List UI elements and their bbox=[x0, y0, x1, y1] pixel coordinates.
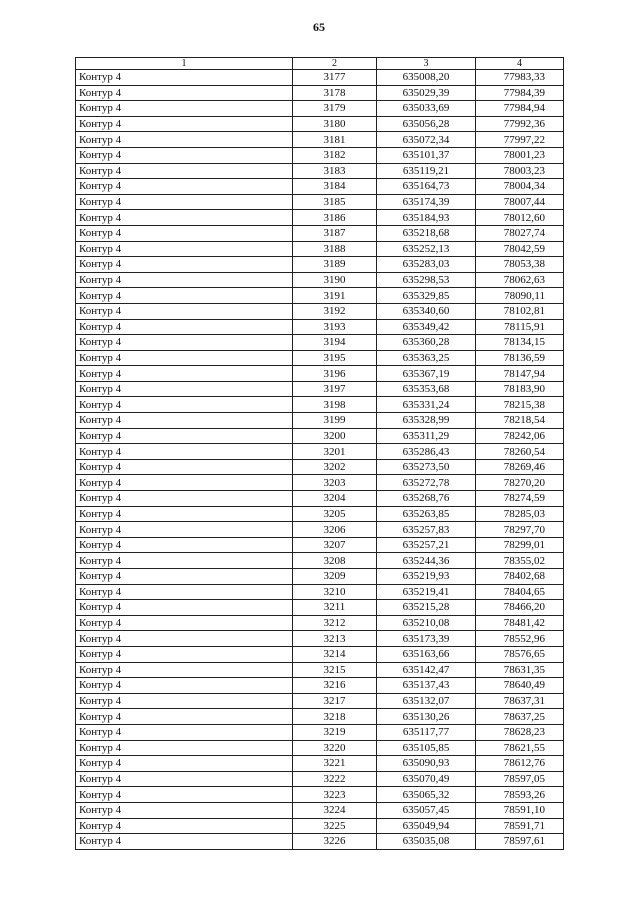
y-coordinate-cell: 78004,34 bbox=[476, 179, 564, 195]
x-coordinate-cell: 635263,85 bbox=[377, 506, 476, 522]
contour-name-cell: Контур 4 bbox=[76, 522, 293, 538]
x-coordinate-cell: 635072,34 bbox=[377, 132, 476, 148]
table-row bbox=[76, 70, 564, 86]
table-row bbox=[76, 662, 564, 678]
x-coordinate-cell: 635218,68 bbox=[377, 225, 476, 241]
x-coordinate-cell: 635210,08 bbox=[377, 615, 476, 631]
point-number-cell: 3220 bbox=[293, 740, 377, 756]
table-row bbox=[76, 537, 564, 553]
x-coordinate-cell: 635105,85 bbox=[377, 740, 476, 756]
point-number-cell: 3190 bbox=[293, 272, 377, 288]
column-header: 2 bbox=[293, 58, 377, 70]
contour-name-cell: Контур 4 bbox=[76, 85, 293, 101]
contour-name-cell: Контур 4 bbox=[76, 771, 293, 787]
y-coordinate-cell: 78481,42 bbox=[476, 615, 564, 631]
y-coordinate-cell: 77992,36 bbox=[476, 116, 564, 132]
x-coordinate-cell: 635349,42 bbox=[377, 319, 476, 335]
table-row bbox=[76, 225, 564, 241]
y-coordinate-cell: 78404,65 bbox=[476, 584, 564, 600]
y-coordinate-cell: 78183,90 bbox=[476, 381, 564, 397]
contour-name-cell: Контур 4 bbox=[76, 615, 293, 631]
x-coordinate-cell: 635056,28 bbox=[377, 116, 476, 132]
column-header: 4 bbox=[476, 58, 564, 70]
y-coordinate-cell: 78007,44 bbox=[476, 194, 564, 210]
y-coordinate-cell: 78115,91 bbox=[476, 319, 564, 335]
contour-name-cell: Контур 4 bbox=[76, 163, 293, 179]
contour-name-cell: Контур 4 bbox=[76, 179, 293, 195]
contour-name-cell: Контур 4 bbox=[76, 132, 293, 148]
point-number-cell: 3211 bbox=[293, 600, 377, 616]
contour-name-cell: Контур 4 bbox=[76, 397, 293, 413]
x-coordinate-cell: 635173,39 bbox=[377, 631, 476, 647]
y-coordinate-cell: 78042,59 bbox=[476, 241, 564, 257]
point-number-cell: 3187 bbox=[293, 225, 377, 241]
table-row bbox=[76, 724, 564, 740]
table-row bbox=[76, 241, 564, 257]
x-coordinate-cell: 635070,49 bbox=[377, 771, 476, 787]
x-coordinate-cell: 635184,93 bbox=[377, 210, 476, 226]
x-coordinate-cell: 635363,25 bbox=[377, 350, 476, 366]
contour-name-cell: Контур 4 bbox=[76, 147, 293, 163]
y-coordinate-cell: 78297,70 bbox=[476, 522, 564, 538]
point-number-cell: 3179 bbox=[293, 101, 377, 117]
y-coordinate-cell: 78242,06 bbox=[476, 428, 564, 444]
contour-name-cell: Контур 4 bbox=[76, 366, 293, 382]
table-row bbox=[76, 319, 564, 335]
point-number-cell: 3188 bbox=[293, 241, 377, 257]
x-coordinate-cell: 635329,85 bbox=[377, 288, 476, 304]
contour-name-cell: Контур 4 bbox=[76, 335, 293, 351]
y-coordinate-cell: 78215,38 bbox=[476, 397, 564, 413]
point-number-cell: 3219 bbox=[293, 724, 377, 740]
x-coordinate-cell: 635049,94 bbox=[377, 818, 476, 834]
point-number-cell: 3215 bbox=[293, 662, 377, 678]
table-row bbox=[76, 413, 564, 429]
contour-name-cell: Контур 4 bbox=[76, 600, 293, 616]
table-row bbox=[76, 381, 564, 397]
contour-name-cell: Контур 4 bbox=[76, 584, 293, 600]
y-coordinate-cell: 78012,60 bbox=[476, 210, 564, 226]
y-coordinate-cell: 77984,94 bbox=[476, 101, 564, 117]
contour-name-cell: Контур 4 bbox=[76, 569, 293, 585]
x-coordinate-cell: 635283,03 bbox=[377, 257, 476, 273]
x-coordinate-cell: 635215,28 bbox=[377, 600, 476, 616]
point-number-cell: 3186 bbox=[293, 210, 377, 226]
contour-name-cell: Контур 4 bbox=[76, 288, 293, 304]
point-number-cell: 3185 bbox=[293, 194, 377, 210]
contour-name-cell: Контур 4 bbox=[76, 491, 293, 507]
y-coordinate-cell: 78134,15 bbox=[476, 335, 564, 351]
x-coordinate-cell: 635137,43 bbox=[377, 678, 476, 694]
point-number-cell: 3201 bbox=[293, 444, 377, 460]
x-coordinate-cell: 635119,21 bbox=[377, 163, 476, 179]
column-header: 1 bbox=[76, 58, 293, 70]
contour-name-cell: Контур 4 bbox=[76, 350, 293, 366]
point-number-cell: 3177 bbox=[293, 70, 377, 86]
contour-name-cell: Контур 4 bbox=[76, 116, 293, 132]
point-number-cell: 3216 bbox=[293, 678, 377, 694]
point-number-cell: 3189 bbox=[293, 257, 377, 273]
point-number-cell: 3204 bbox=[293, 491, 377, 507]
contour-name-cell: Контур 4 bbox=[76, 101, 293, 117]
table-row bbox=[76, 303, 564, 319]
contour-name-cell: Контур 4 bbox=[76, 70, 293, 86]
contour-name-cell: Контур 4 bbox=[76, 818, 293, 834]
x-coordinate-cell: 635272,78 bbox=[377, 475, 476, 491]
point-number-cell: 3225 bbox=[293, 818, 377, 834]
page-number: 65 bbox=[313, 20, 325, 34]
contour-name-cell: Контур 4 bbox=[76, 662, 293, 678]
table-row bbox=[76, 678, 564, 694]
point-number-cell: 3210 bbox=[293, 584, 377, 600]
point-number-cell: 3193 bbox=[293, 319, 377, 335]
x-coordinate-cell: 635257,83 bbox=[377, 522, 476, 538]
contour-name-cell: Контур 4 bbox=[76, 834, 293, 850]
contour-name-cell: Контур 4 bbox=[76, 444, 293, 460]
y-coordinate-cell: 78621,55 bbox=[476, 740, 564, 756]
y-coordinate-cell: 78591,10 bbox=[476, 802, 564, 818]
table-row bbox=[76, 584, 564, 600]
y-coordinate-cell: 78402,68 bbox=[476, 569, 564, 585]
y-coordinate-cell: 78270,20 bbox=[476, 475, 564, 491]
table-row bbox=[76, 631, 564, 647]
point-number-cell: 3208 bbox=[293, 553, 377, 569]
point-number-cell: 3195 bbox=[293, 350, 377, 366]
table-row bbox=[76, 646, 564, 662]
x-coordinate-cell: 635311,29 bbox=[377, 428, 476, 444]
point-number-cell: 3223 bbox=[293, 787, 377, 803]
x-coordinate-cell: 635101,37 bbox=[377, 147, 476, 163]
y-coordinate-cell: 78466,20 bbox=[476, 600, 564, 616]
contour-name-cell: Контур 4 bbox=[76, 303, 293, 319]
point-number-cell: 3184 bbox=[293, 179, 377, 195]
table-row bbox=[76, 569, 564, 585]
contour-name-cell: Контур 4 bbox=[76, 553, 293, 569]
contour-name-cell: Контур 4 bbox=[76, 724, 293, 740]
y-coordinate-cell: 78136,59 bbox=[476, 350, 564, 366]
y-coordinate-cell: 78147,94 bbox=[476, 366, 564, 382]
x-coordinate-cell: 635257,21 bbox=[377, 537, 476, 553]
table-row bbox=[76, 350, 564, 366]
x-coordinate-cell: 635298,53 bbox=[377, 272, 476, 288]
y-coordinate-cell: 78612,76 bbox=[476, 756, 564, 772]
point-number-cell: 3213 bbox=[293, 631, 377, 647]
point-number-cell: 3181 bbox=[293, 132, 377, 148]
contour-name-cell: Контур 4 bbox=[76, 459, 293, 475]
point-number-cell: 3197 bbox=[293, 381, 377, 397]
table-row bbox=[76, 179, 564, 195]
x-coordinate-cell: 635360,28 bbox=[377, 335, 476, 351]
x-coordinate-cell: 635132,07 bbox=[377, 693, 476, 709]
x-coordinate-cell: 635174,39 bbox=[377, 194, 476, 210]
contour-name-cell: Контур 4 bbox=[76, 257, 293, 273]
contour-name-cell: Контур 4 bbox=[76, 740, 293, 756]
table-row bbox=[76, 834, 564, 850]
x-coordinate-cell: 635340,60 bbox=[377, 303, 476, 319]
y-coordinate-cell: 78274,59 bbox=[476, 491, 564, 507]
point-number-cell: 3202 bbox=[293, 459, 377, 475]
y-coordinate-cell: 78053,38 bbox=[476, 257, 564, 273]
table-row bbox=[76, 709, 564, 725]
contour-name-cell: Контур 4 bbox=[76, 319, 293, 335]
table-row bbox=[76, 194, 564, 210]
y-coordinate-cell: 78628,23 bbox=[476, 724, 564, 740]
y-coordinate-cell: 77997,22 bbox=[476, 132, 564, 148]
table-row bbox=[76, 491, 564, 507]
table-row bbox=[76, 522, 564, 538]
point-number-cell: 3224 bbox=[293, 802, 377, 818]
point-number-cell: 3226 bbox=[293, 834, 377, 850]
table-row bbox=[76, 506, 564, 522]
x-coordinate-cell: 635273,50 bbox=[377, 459, 476, 475]
point-number-cell: 3198 bbox=[293, 397, 377, 413]
y-coordinate-cell: 78593,26 bbox=[476, 787, 564, 803]
contour-name-cell: Контур 4 bbox=[76, 194, 293, 210]
point-number-cell: 3209 bbox=[293, 569, 377, 585]
table-row bbox=[76, 366, 564, 382]
y-coordinate-cell: 78102,81 bbox=[476, 303, 564, 319]
x-coordinate-cell: 635353,68 bbox=[377, 381, 476, 397]
point-number-cell: 3205 bbox=[293, 506, 377, 522]
y-coordinate-cell: 78260,54 bbox=[476, 444, 564, 460]
y-coordinate-cell: 78003,23 bbox=[476, 163, 564, 179]
x-coordinate-cell: 635065,32 bbox=[377, 787, 476, 803]
column-header: 3 bbox=[377, 58, 476, 70]
contour-name-cell: Контур 4 bbox=[76, 225, 293, 241]
point-number-cell: 3196 bbox=[293, 366, 377, 382]
y-coordinate-cell: 78285,03 bbox=[476, 506, 564, 522]
x-coordinate-cell: 635367,19 bbox=[377, 366, 476, 382]
y-coordinate-cell: 78597,61 bbox=[476, 834, 564, 850]
table-row bbox=[76, 693, 564, 709]
table-header-row bbox=[76, 58, 564, 70]
contour-name-cell: Контур 4 bbox=[76, 506, 293, 522]
y-coordinate-cell: 78062,63 bbox=[476, 272, 564, 288]
x-coordinate-cell: 635331,24 bbox=[377, 397, 476, 413]
contour-name-cell: Контур 4 bbox=[76, 413, 293, 429]
contour-name-cell: Контур 4 bbox=[76, 709, 293, 725]
y-coordinate-cell: 78552,96 bbox=[476, 631, 564, 647]
contour-name-cell: Контур 4 bbox=[76, 381, 293, 397]
x-coordinate-cell: 635117,77 bbox=[377, 724, 476, 740]
contour-name-cell: Контур 4 bbox=[76, 537, 293, 553]
x-coordinate-cell: 635219,41 bbox=[377, 584, 476, 600]
x-coordinate-cell: 635057,45 bbox=[377, 802, 476, 818]
table-row bbox=[76, 444, 564, 460]
table-row bbox=[76, 288, 564, 304]
x-coordinate-cell: 635163,66 bbox=[377, 646, 476, 662]
point-number-cell: 3194 bbox=[293, 335, 377, 351]
point-number-cell: 3183 bbox=[293, 163, 377, 179]
table-row bbox=[76, 116, 564, 132]
table-row bbox=[76, 85, 564, 101]
table-row bbox=[76, 615, 564, 631]
y-coordinate-cell: 78637,25 bbox=[476, 709, 564, 725]
x-coordinate-cell: 635130,26 bbox=[377, 709, 476, 725]
table-row bbox=[76, 475, 564, 491]
table-row bbox=[76, 397, 564, 413]
table-row bbox=[76, 771, 564, 787]
y-coordinate-cell: 78591,71 bbox=[476, 818, 564, 834]
x-coordinate-cell: 635142,47 bbox=[377, 662, 476, 678]
y-coordinate-cell: 78640,49 bbox=[476, 678, 564, 694]
table-row bbox=[76, 132, 564, 148]
table-row bbox=[76, 600, 564, 616]
contour-name-cell: Контур 4 bbox=[76, 428, 293, 444]
table-row bbox=[76, 147, 564, 163]
point-number-cell: 3207 bbox=[293, 537, 377, 553]
point-number-cell: 3203 bbox=[293, 475, 377, 491]
table-row bbox=[76, 459, 564, 475]
y-coordinate-cell: 78576,65 bbox=[476, 646, 564, 662]
contour-name-cell: Контур 4 bbox=[76, 693, 293, 709]
point-number-cell: 3199 bbox=[293, 413, 377, 429]
x-coordinate-cell: 635008,20 bbox=[377, 70, 476, 86]
point-number-cell: 3214 bbox=[293, 646, 377, 662]
y-coordinate-cell: 78637,31 bbox=[476, 693, 564, 709]
y-coordinate-cell: 78027,74 bbox=[476, 225, 564, 241]
contour-name-cell: Контур 4 bbox=[76, 787, 293, 803]
point-number-cell: 3200 bbox=[293, 428, 377, 444]
table-row bbox=[76, 787, 564, 803]
contour-name-cell: Контур 4 bbox=[76, 802, 293, 818]
table-row bbox=[76, 818, 564, 834]
coordinates-table bbox=[75, 57, 564, 850]
y-coordinate-cell: 78299,01 bbox=[476, 537, 564, 553]
x-coordinate-cell: 635033,69 bbox=[377, 101, 476, 117]
x-coordinate-cell: 635090,93 bbox=[377, 756, 476, 772]
table-row bbox=[76, 210, 564, 226]
table-row bbox=[76, 163, 564, 179]
contour-name-cell: Контур 4 bbox=[76, 678, 293, 694]
y-coordinate-cell: 78001,23 bbox=[476, 147, 564, 163]
table-row bbox=[76, 101, 564, 117]
point-number-cell: 3218 bbox=[293, 709, 377, 725]
table-row bbox=[76, 553, 564, 569]
y-coordinate-cell: 78631,35 bbox=[476, 662, 564, 678]
table-row bbox=[76, 428, 564, 444]
x-coordinate-cell: 635252,13 bbox=[377, 241, 476, 257]
x-coordinate-cell: 635029,39 bbox=[377, 85, 476, 101]
y-coordinate-cell: 78355,02 bbox=[476, 553, 564, 569]
x-coordinate-cell: 635219,93 bbox=[377, 569, 476, 585]
table-row bbox=[76, 740, 564, 756]
contour-name-cell: Контур 4 bbox=[76, 241, 293, 257]
x-coordinate-cell: 635035,08 bbox=[377, 834, 476, 850]
table-row bbox=[76, 257, 564, 273]
contour-name-cell: Контур 4 bbox=[76, 631, 293, 647]
point-number-cell: 3217 bbox=[293, 693, 377, 709]
y-coordinate-cell: 77983,33 bbox=[476, 70, 564, 86]
contour-name-cell: Контур 4 bbox=[76, 210, 293, 226]
contour-name-cell: Контур 4 bbox=[76, 756, 293, 772]
contour-name-cell: Контур 4 bbox=[76, 272, 293, 288]
x-coordinate-cell: 635164,73 bbox=[377, 179, 476, 195]
x-coordinate-cell: 635286,43 bbox=[377, 444, 476, 460]
x-coordinate-cell: 635244,36 bbox=[377, 553, 476, 569]
x-coordinate-cell: 635328,99 bbox=[377, 413, 476, 429]
point-number-cell: 3191 bbox=[293, 288, 377, 304]
contour-name-cell: Контур 4 bbox=[76, 646, 293, 662]
y-coordinate-cell: 78218,54 bbox=[476, 413, 564, 429]
y-coordinate-cell: 77984,39 bbox=[476, 85, 564, 101]
x-coordinate-cell: 635268,76 bbox=[377, 491, 476, 507]
point-number-cell: 3221 bbox=[293, 756, 377, 772]
table-row bbox=[76, 335, 564, 351]
point-number-cell: 3206 bbox=[293, 522, 377, 538]
point-number-cell: 3222 bbox=[293, 771, 377, 787]
point-number-cell: 3178 bbox=[293, 85, 377, 101]
point-number-cell: 3180 bbox=[293, 116, 377, 132]
point-number-cell: 3212 bbox=[293, 615, 377, 631]
table-row bbox=[76, 272, 564, 288]
table-body bbox=[76, 70, 564, 850]
y-coordinate-cell: 78269,46 bbox=[476, 459, 564, 475]
y-coordinate-cell: 78090,11 bbox=[476, 288, 564, 304]
table-row bbox=[76, 756, 564, 772]
y-coordinate-cell: 78597,05 bbox=[476, 771, 564, 787]
point-number-cell: 3182 bbox=[293, 147, 377, 163]
point-number-cell: 3192 bbox=[293, 303, 377, 319]
contour-name-cell: Контур 4 bbox=[76, 475, 293, 491]
table-row bbox=[76, 802, 564, 818]
